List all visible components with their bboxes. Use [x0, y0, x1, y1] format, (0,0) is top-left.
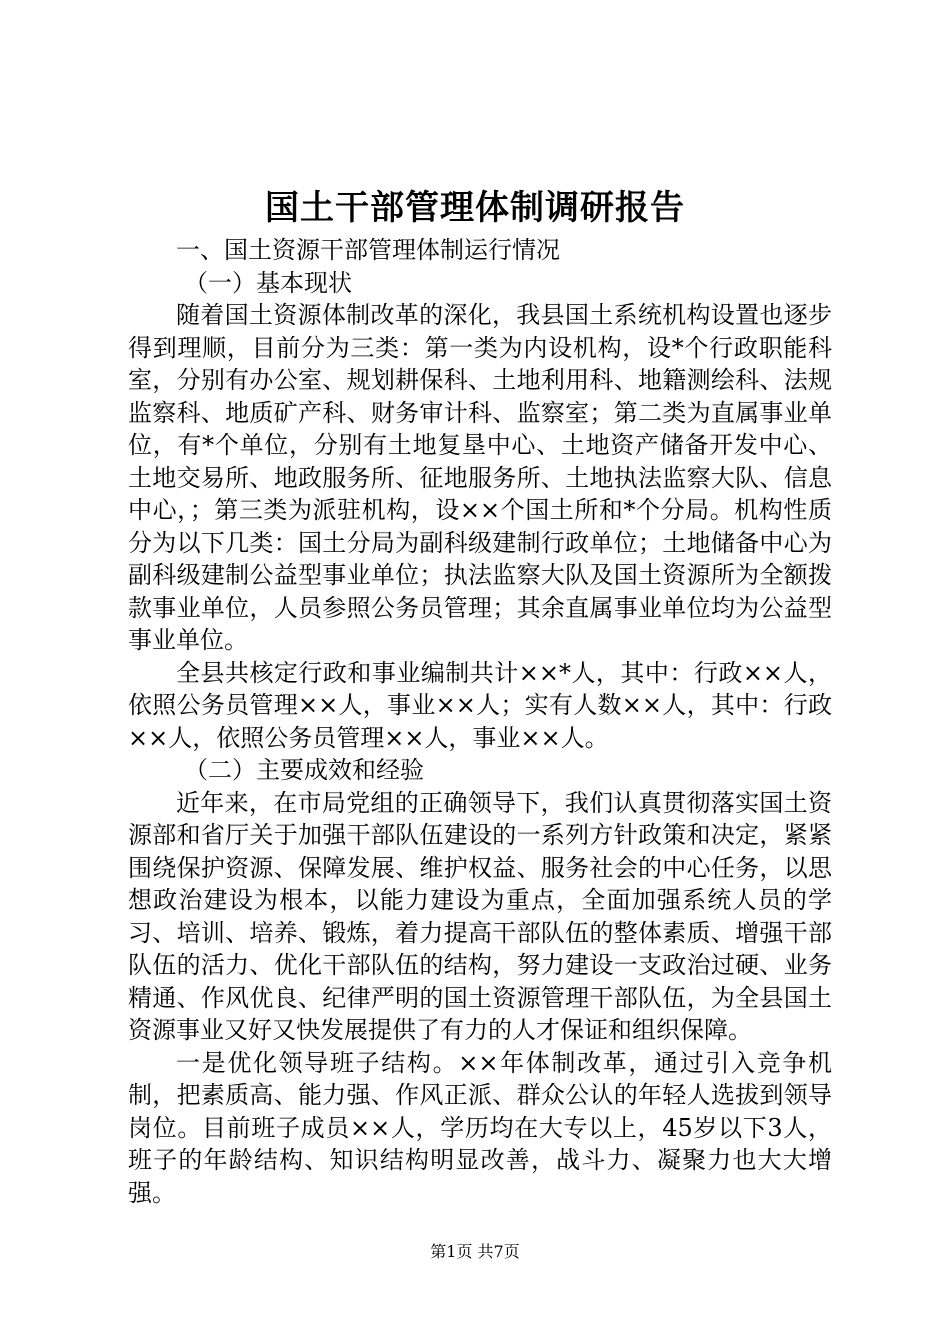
- paragraph-achievements: 近年来，在市局党组的正确领导下，我们认真贯彻落实国土资源部和省厅关于加强干部队伍建设的一系列方针政策和决定，紧紧围绕保护资源、保障发展、维护权益、服务社会的中心任务，以思想政治建设为根本，以能力建设为重点，全面加强系统人员的学习、培训、培养、锻炼，着力提高干部队伍的整体素质、增强干部队伍的活力、优化干部队伍的结构，努力建设一支政治过硬、业务精通、作风优良、纪律严明的国土资源管理干部队伍，为全县国土资源事业又好又快发展提供了有力的人才保证和组织保障。: [128, 788, 832, 1044]
- section-heading: 一、国土资源干部管理体制运行情况: [176, 236, 560, 264]
- subsection-heading-achievements: （二）主要成效和经验: [184, 756, 424, 784]
- paragraph-organization: 随着国土资源体制改革的深化，我县国土系统机构设置也逐步得到理顺，目前分为三类：第一类为内设机构，设*个行政职能科室，分别有办公室、规划耕保科、土地利用科、地籍测绘科、法规监察科、地质矿产科、财务审计科、监察室；第二类为直属事业单位，有*个单位，分别有土地复垦中心、土地资产储备开发中心、土地交易所、地政服务所、征地服务所、土地执法监察大队、信息中心，；第三类为派驻机构，设××个国土所和*个分局。机构性质分为以下几类：国土分局为副科级建制行政单位；土地储备中心为副科级建制公益型事业单位；执法监察大队及国土资源所为全额拨款事业单位，人员参照公务员管理；其余直属事业单位均为公益型事业单位。: [128, 301, 832, 654]
- document-title: 国土干部管理体制调研报告: [265, 188, 685, 228]
- paragraph-leadership: 一是优化领导班子结构。××年体制改革，通过引入竞争机制，把素质高、能力强、作风正派、群众公认的年轻人选拔到领导岗位。目前班子成员××人，学历均在大专以上，45岁以下3人，班子的年龄结构、知识结构明显改善，战斗力、凝聚力也大大增强。: [128, 1048, 832, 1207]
- paragraph-staffing: 全县共核定行政和事业编制共计××*人，其中：行政××人，依照公务员管理××人，事业××人；实有人数××人，其中：行政××人，依照公务员管理××人，事业××人。: [128, 658, 832, 752]
- subsection-heading-basic-status: （一）基本现状: [184, 268, 352, 297]
- document-body: [128, 234, 832, 1209]
- page-number-footer: 第1页 共7页: [430, 1242, 520, 1261]
